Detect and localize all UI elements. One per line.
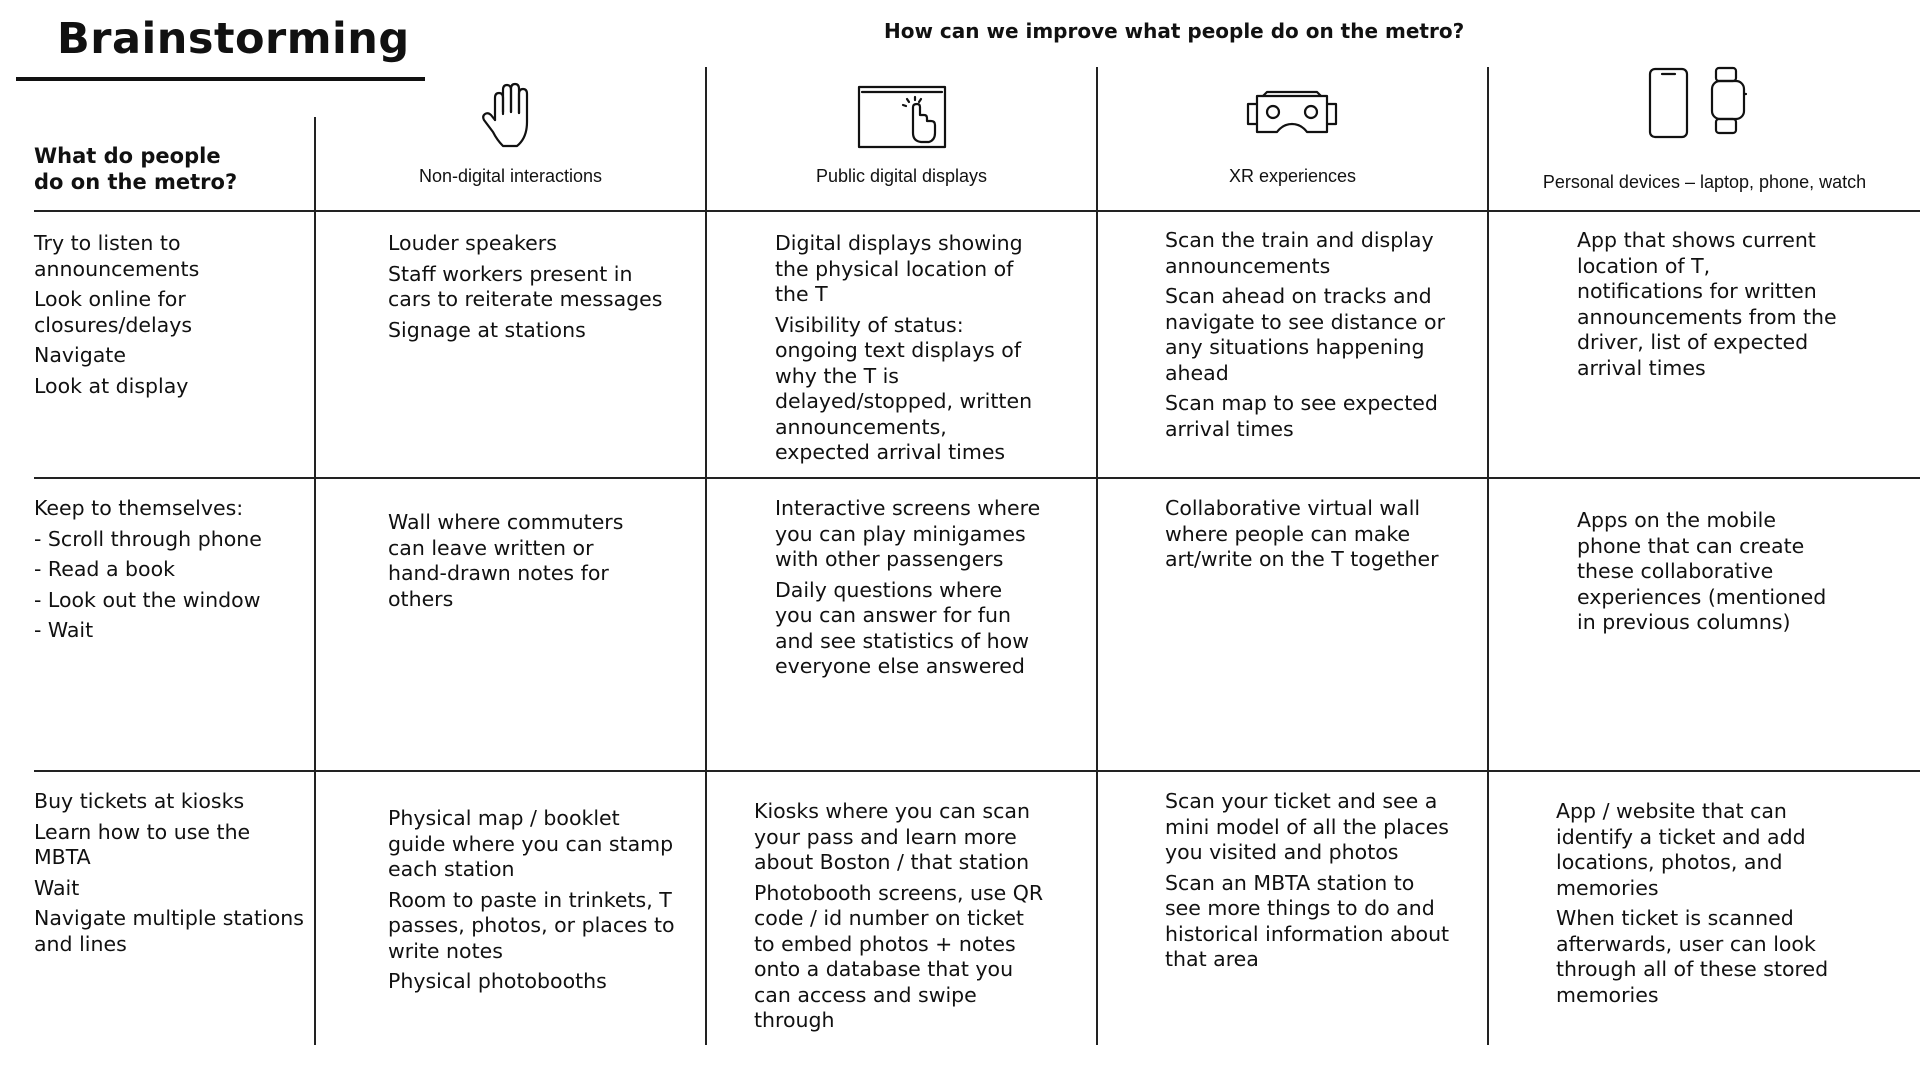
row-2-xr-ideas	[1165, 496, 1455, 578]
activity: Learn how to use the MBTA	[34, 819, 251, 869]
activity: Keep to themselves:	[34, 496, 244, 520]
idea: Physical map / booklet guide where you can stamp each station	[388, 806, 674, 881]
hand-icon	[481, 82, 545, 154]
row-1-activities	[34, 231, 304, 404]
activity: Buy tickets at kiosks	[34, 789, 245, 813]
idea: Collaborative virtual wall where people can make art/write on the T together	[1165, 496, 1439, 571]
idea: Room to paste in trinkets, T passes, photos, or places to write notes	[388, 887, 675, 963]
row-3-activities	[34, 789, 304, 962]
divider-row-1	[34, 477, 1920, 479]
row-3-xr-ideas	[1165, 789, 1455, 978]
idea: Photobooth screens, use QR code / id number on ticket to embed photos + notes onto a database that you can access and swipe through	[754, 880, 1044, 1032]
idea: Interactive screens where you can play minigames with other passengers	[775, 496, 1041, 571]
row-2-non-digital-ideas	[388, 510, 648, 617]
idea: Louder speakers	[388, 231, 557, 255]
title-underline	[16, 77, 425, 81]
idea: Kiosks where you can scan your pass and learn more about Boston / that station	[754, 799, 1030, 874]
idea: Scan map to see expected arrival times	[1165, 391, 1438, 441]
idea: App / website that can identify a ticket and add locations, photos, and memories	[1556, 799, 1806, 900]
row-header-line-1: What do people	[34, 144, 221, 168]
divider-col-1	[705, 67, 707, 1045]
row-1-public-display-ideas	[775, 231, 1045, 471]
row-3-public-display-ideas	[754, 799, 1044, 1039]
idea: Scan the train and display announcements	[1165, 228, 1434, 278]
idea: Scan ahead on tracks and navigate to see distance or any situations happening ahead	[1165, 284, 1445, 385]
column-label-non-digital: Non-digital interactions	[418, 166, 603, 186]
activity: Wait	[34, 875, 80, 900]
activity: - Scroll through phone	[34, 526, 262, 551]
column-label-personal-devices: Personal devices – laptop, phone, watch	[1542, 172, 1867, 192]
display-touch-icon	[857, 85, 947, 149]
divider-col-3	[1487, 67, 1489, 1045]
idea: Scan your ticket and see a mini model of all the places you visited and photos	[1165, 789, 1449, 864]
activity: Look at display	[34, 373, 189, 398]
column-label-public-displays: Public digital displays	[815, 166, 988, 186]
idea: Digital displays showing the physical location of the T	[775, 231, 1023, 306]
idea: Wall where commuters can leave written or hand-drawn notes for others	[388, 510, 624, 611]
vr-headset-icon	[1245, 90, 1339, 138]
activity: Navigate multiple stations and lines	[34, 906, 304, 956]
row-2-activities	[34, 496, 304, 649]
idea: App that shows current location of T, notifications for written announcements from the driver, list of expected arrival times	[1577, 228, 1837, 380]
divider-col-0	[314, 117, 316, 1045]
idea: Apps on the mobile phone that can create these collaborative experiences (mentioned in previous columns)	[1577, 508, 1827, 634]
row-header-line-2: do on the metro?	[34, 170, 238, 194]
idea: Visibility of status: ongoing text displays of why the T is delayed/stopped, written announcements, expected arrival times	[775, 312, 1033, 464]
idea: Staff workers present in cars to reiterate messages	[388, 261, 663, 311]
idea: Daily questions where you can answer for fun and see statistics of how everyone else answered	[775, 577, 1029, 678]
divider-header	[34, 210, 1920, 212]
row-1-non-digital-ideas	[388, 231, 678, 348]
row-header-label	[34, 143, 237, 195]
divider-col-2	[1096, 67, 1098, 1045]
idea: When ticket is scanned afterwards, user can look through all of these stored memories	[1556, 906, 1829, 1007]
idea: Scan an MBTA station to see more things to do and historical information about that area	[1165, 870, 1450, 971]
brainstorm-question: How can we improve what people do on the metro?	[884, 19, 1465, 43]
idea: Signage at stations	[388, 317, 586, 342]
page-title: Brainstorming	[57, 14, 410, 64]
row-3-non-digital-ideas	[388, 806, 678, 1000]
phone-watch-icon	[1648, 66, 1748, 140]
divider-row-2	[34, 770, 1920, 772]
activity: - Read a book	[34, 557, 175, 581]
activity: - Wait	[34, 618, 94, 642]
row-3-personal-device-ideas	[1556, 799, 1841, 1013]
activity: - Look out the window	[34, 587, 261, 612]
row-2-personal-device-ideas	[1577, 508, 1837, 641]
activity: Try to listen to announcements	[34, 231, 200, 281]
row-2-public-display-ideas	[775, 496, 1045, 685]
row-1-personal-device-ideas	[1577, 228, 1837, 386]
row-1-xr-ideas	[1165, 228, 1455, 447]
column-label-xr: XR experiences	[1228, 166, 1357, 186]
activity: Look online for closures/delays	[34, 287, 193, 337]
activity: Navigate	[34, 343, 126, 367]
idea: Physical photobooths	[388, 969, 607, 993]
